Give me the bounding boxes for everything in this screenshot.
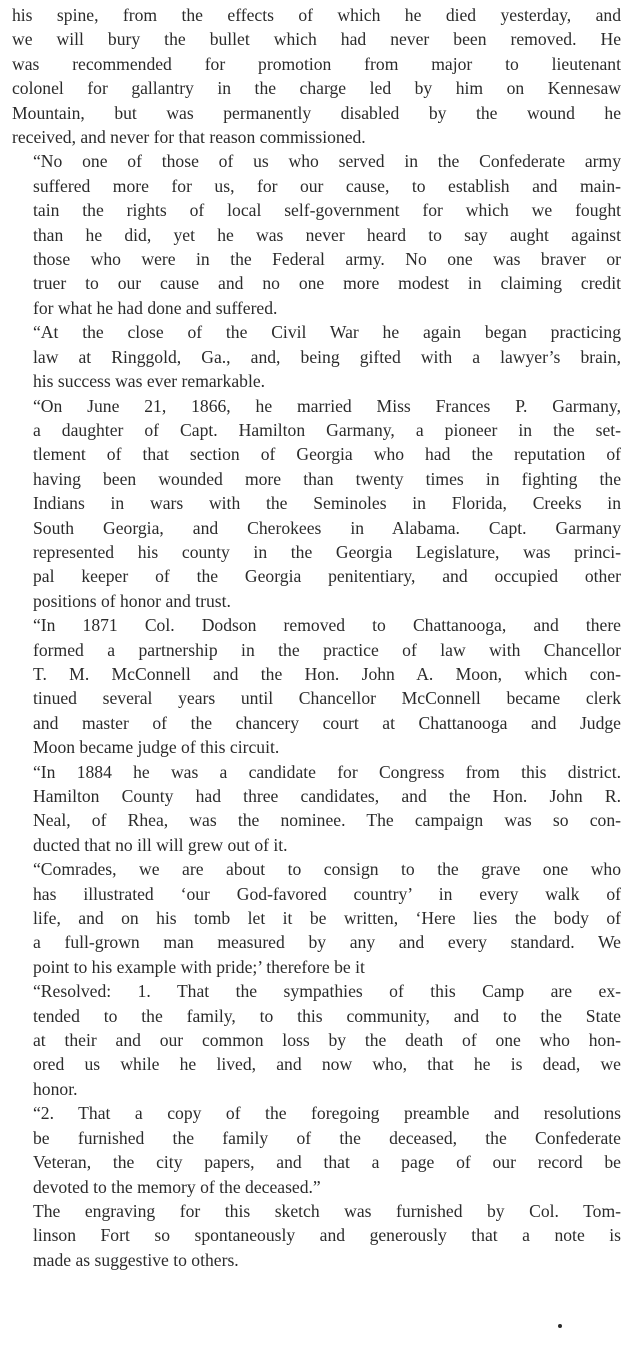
text-line: made as suggestive to others.: [33, 1249, 239, 1270]
text-line: “2. That a copy of the foregoing preamble and resolutions: [33, 1103, 621, 1124]
text-line: “Comrades, we are about to consign to the grave one who: [33, 859, 621, 880]
text-line: ducted that no ill will grew out of it.: [33, 834, 288, 855]
text-line: point to his example with pride;’ therefore be it: [33, 956, 365, 977]
text-line: law at Ringgold, Ga., and, being gifted with a lawyer’s brain,: [33, 346, 621, 367]
paragraph-2: [12, 149, 621, 320]
text-line: Veteran, the city papers, and that a page of our record be: [33, 1152, 621, 1173]
text-line: linson Fort so spontaneously and generously that a note is: [33, 1225, 621, 1246]
text-line: at their and our common loss by the death of one who hon-: [33, 1030, 621, 1051]
text-line: and master of the chancery court at Chattanooga and Judge: [33, 712, 621, 733]
text-line: those who were in the Federal army. No one was braver or: [33, 249, 621, 270]
text-line: “In 1884 he was a candidate for Congress from this district.: [33, 761, 621, 782]
paragraph-10: [12, 1199, 621, 1272]
text-line: “Resolved: 1. That the sympathies of this Camp are ex-: [33, 981, 621, 1002]
text-line: Moon became judge of this circuit.: [33, 737, 280, 758]
text-line: formed a partnership in the practice of law with Chancellor: [33, 639, 621, 660]
text-line: was recommended for promotion from major to lieutenant: [12, 53, 621, 74]
text-line: “On June 21, 1866, he married Miss Frances P. Garmany,: [33, 395, 621, 416]
paragraph-1: [12, 3, 621, 149]
text-line: tlement of that section of Georgia who had the reputation of: [33, 444, 621, 465]
text-line: be furnished the family of the deceased, the Confederate: [33, 1127, 621, 1148]
text-line: Neal, of Rhea, was the nominee. The campaign was so con-: [33, 810, 621, 831]
paragraph-8: [12, 979, 621, 1101]
text-line: positions of honor and trust.: [33, 590, 231, 611]
paragraph-3: [12, 320, 621, 393]
paragraph-6: [12, 760, 621, 858]
text-line: Indians in wars with the Seminoles in Florida, Creeks in: [33, 493, 621, 514]
text-line: a daughter of Capt. Hamilton Garmany, a pioneer in the set-: [33, 419, 621, 440]
text-line: having been wounded more than twenty times in fighting the: [33, 468, 621, 489]
text-line: a full-grown man measured by any and every standard. We: [33, 932, 621, 953]
paragraph-5: [12, 613, 621, 759]
text-line: life, and on his tomb let it be written, ‘Here lies the body of: [33, 908, 621, 929]
text-line: represented his county in the Georgia Legislature, was princi-: [33, 541, 621, 562]
text-line: T. M. McConnell and the Hon. John A. Moon, which con-: [33, 663, 621, 684]
document-page: [12, 3, 621, 1272]
paragraph-7: [12, 857, 621, 979]
text-line: truer to our cause and no one more modest in claiming credit: [33, 273, 621, 294]
paragraph-4: [12, 394, 621, 614]
text-line: “No one of those of us who served in the Confederate army: [33, 151, 621, 172]
text-line: Mountain, but was permanently disabled by the wound he: [12, 102, 621, 123]
text-line: tended to the family, to this community, and to the State: [33, 1005, 621, 1026]
text-line: for what he had done and suffered.: [33, 297, 278, 318]
text-line: his spine, from the effects of which he died yesterday, and: [12, 5, 621, 25]
text-line: received, and never for that reason commissioned.: [12, 127, 366, 148]
text-line: has illustrated ‘our God-favored country’ in every walk of: [33, 883, 621, 904]
text-line: his success was ever remarkable.: [33, 371, 266, 392]
paragraph-9: [12, 1101, 621, 1199]
text-line: than he did, yet he was never heard to say aught against: [33, 224, 621, 245]
text-line: Hamilton County had three candidates, and the Hon. John R.: [33, 786, 621, 806]
text-line: tain the rights of local self-government for which we fought: [33, 200, 621, 221]
text-line: “At the close of the Civil War he again began practicing: [33, 322, 621, 343]
text-line: South Georgia, and Cherokees in Alabama. Capt. Garmany: [33, 517, 621, 538]
text-line: honor.: [33, 1078, 78, 1099]
text-line: ored us while he lived, and now who, that he is dead, we: [33, 1054, 621, 1075]
ink-dot-mark: [558, 1324, 562, 1328]
text-line: The engraving for this sketch was furnished by Col. Tom-: [33, 1200, 621, 1221]
text-line: pal keeper of the Georgia penitentiary, and occupied other: [33, 566, 621, 587]
text-line: suffered more for us, for our cause, to establish and main-: [33, 175, 621, 196]
text-line: devoted to the memory of the deceased.”: [33, 1176, 321, 1197]
text-line: “In 1871 Col. Dodson removed to Chattanooga, and there: [33, 615, 621, 636]
text-line: colonel for gallantry in the charge led by him on Kennesaw: [12, 78, 621, 99]
text-line: tinued several years until Chancellor McConnell became clerk: [33, 688, 621, 709]
text-line: we will bury the bullet which had never been removed. He: [12, 29, 621, 50]
